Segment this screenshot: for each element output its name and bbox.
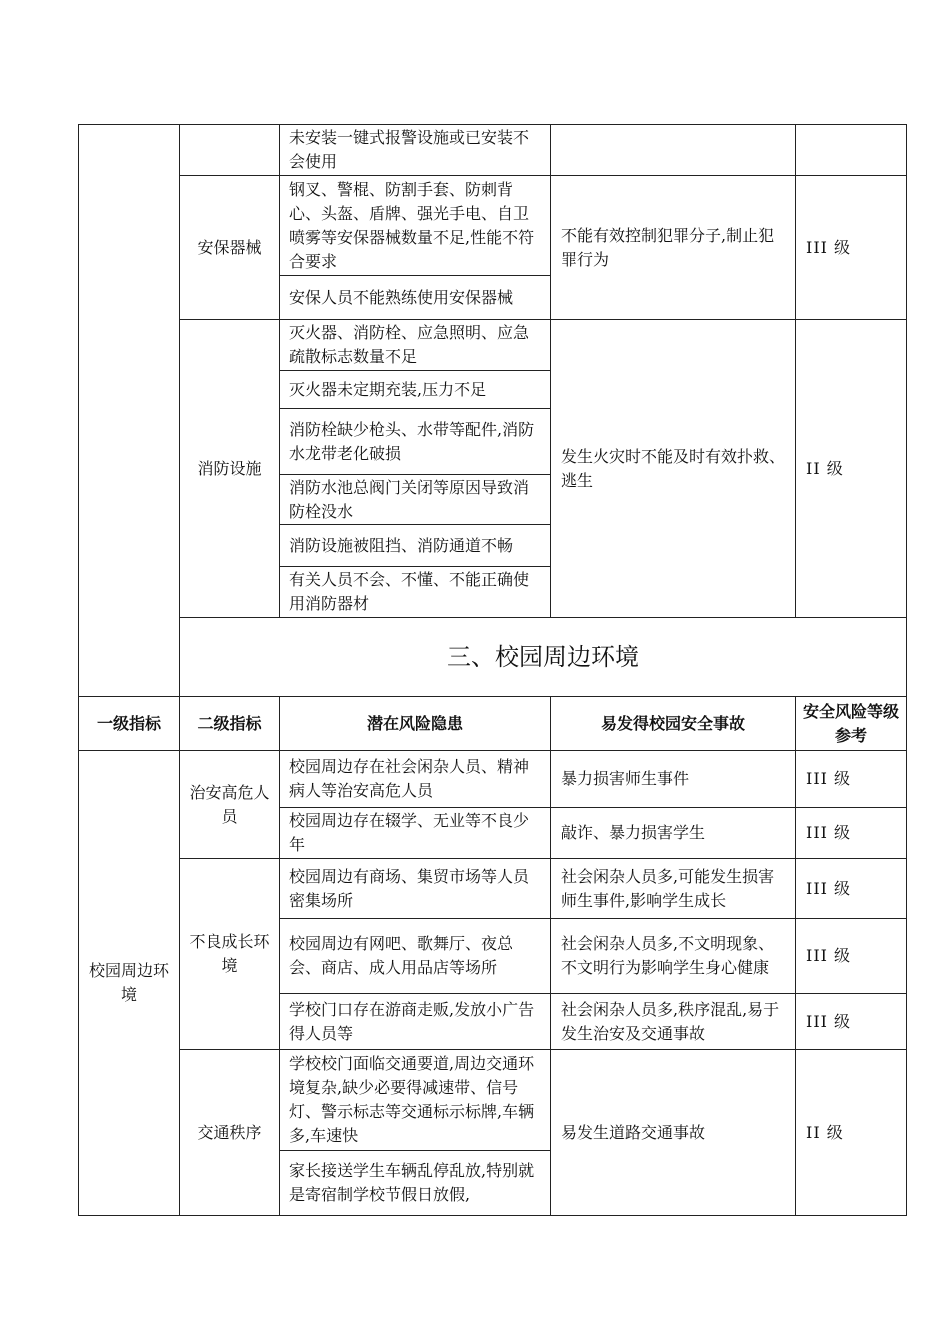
sub-cell: 交通秩序 <box>180 1050 280 1216</box>
hazard-cell: 钢叉、警棍、防割手套、防刺背心、头盔、盾牌、强光手电、自卫喷雾等安保器械数量不足,性能不符合要求 <box>280 176 551 276</box>
column-header: 安全风险等级参考 <box>796 697 907 751</box>
header-row <box>79 697 907 751</box>
hazard-cell: 校园周边有商场、集贸市场等人员密集场所 <box>280 859 551 919</box>
accident-cell: 社会闲杂人员多,不文明现象、不文明行为影响学生身心健康 <box>551 919 796 994</box>
table-row <box>79 125 907 176</box>
hazard-cell: 学校门口存在游商走贩,发放小广告得人员等 <box>280 994 551 1050</box>
level-cell: II 级 <box>796 320 907 618</box>
hazard-cell: 家长接送学生车辆乱停乱放,特别就是寄宿制学校节假日放假, <box>280 1151 551 1216</box>
hazard-cell: 安保人员不能熟练使用安保器械 <box>280 276 551 320</box>
accident-cell-empty <box>551 125 796 176</box>
accident-cell: 发生火灾时不能及时有效扑救、逃生 <box>551 320 796 618</box>
sub-cell: 消防设施 <box>180 320 280 618</box>
sub-cell: 治安高危人员 <box>180 751 280 859</box>
hazard-cell: 学校校门面临交通要道,周边交通环境复杂,缺少必要得减速带、信号灯、警示标志等交通标示标牌,车辆多,车速快 <box>280 1050 551 1151</box>
table-row <box>79 751 907 808</box>
accident-cell: 敲诈、暴力损害学生 <box>551 808 796 859</box>
level-cell: III 级 <box>796 994 907 1050</box>
hazard-cell: 有关人员不会、不懂、不能正确使用消防器材 <box>280 567 551 618</box>
column-header: 一级指标 <box>79 697 180 751</box>
level-cell: II 级 <box>796 1050 907 1216</box>
hazard-cell: 校园周边存在社会闲杂人员、精神病人等治安高危人员 <box>280 751 551 808</box>
sub-cell: 安保器械 <box>180 176 280 320</box>
table-row <box>79 859 907 919</box>
table-row <box>79 176 907 276</box>
hazard-cell: 消防水池总阀门关闭等原因导致消防栓没水 <box>280 475 551 525</box>
level-cell: III 级 <box>796 859 907 919</box>
accident-cell: 暴力损害师生事件 <box>551 751 796 808</box>
hazard-cell: 校园周边存在辍学、无业等不良少年 <box>280 808 551 859</box>
level-cell: III 级 <box>796 176 907 320</box>
primary-cell-empty <box>79 125 180 697</box>
level-cell-empty <box>796 125 907 176</box>
column-header: 潜在风险隐患 <box>280 697 551 751</box>
hazard-cell: 灭火器、消防栓、应急照明、应急疏散标志数量不足 <box>280 320 551 371</box>
hazard-cell: 校园周边有网吧、歌舞厅、夜总会、商店、成人用品店等场所 <box>280 919 551 994</box>
primary-cell: 校园周边环境 <box>79 751 180 1216</box>
hazard-cell: 灭火器未定期充装,压力不足 <box>280 371 551 409</box>
sub-cell-empty <box>180 125 280 176</box>
table-row <box>79 1050 907 1151</box>
accident-cell: 社会闲杂人员多,可能发生损害师生事件,影响学生成长 <box>551 859 796 919</box>
accident-cell: 易发生道路交通事故 <box>551 1050 796 1216</box>
section-row <box>79 618 907 697</box>
table-row <box>79 320 907 371</box>
level-cell: III 级 <box>796 808 907 859</box>
level-cell: III 级 <box>796 751 907 808</box>
level-cell: III 级 <box>796 919 907 994</box>
hazard-cell: 消防栓缺少枪头、水带等配件,消防水龙带老化破损 <box>280 409 551 475</box>
risk-table <box>78 124 907 1216</box>
hazard-cell: 消防设施被阻挡、消防通道不畅 <box>280 525 551 567</box>
sub-cell: 不良成长环境 <box>180 859 280 1050</box>
column-header: 二级指标 <box>180 697 280 751</box>
section-title: 三、校园周边环境 <box>180 618 907 697</box>
hazard-cell: 未安装一键式报警设施或已安装不会使用 <box>280 125 551 176</box>
column-header: 易发得校园安全事故 <box>551 697 796 751</box>
accident-cell: 不能有效控制犯罪分子,制止犯罪行为 <box>551 176 796 320</box>
accident-cell: 社会闲杂人员多,秩序混乱,易于发生治安及交通事故 <box>551 994 796 1050</box>
